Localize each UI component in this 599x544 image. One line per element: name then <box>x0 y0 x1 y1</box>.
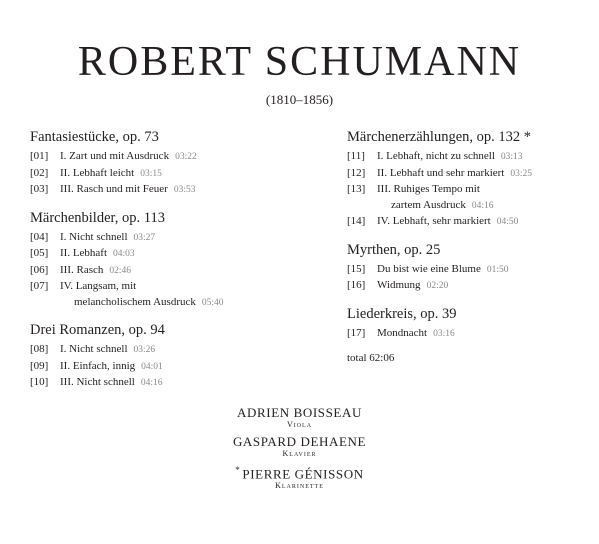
track-title-text: III. Rasch <box>60 263 104 276</box>
track-duration: 04:16 <box>140 378 163 388</box>
performer-name-text: PIERRE GÉNISSON <box>242 466 364 482</box>
track-number: [10] <box>30 376 49 388</box>
track-row <box>30 342 300 359</box>
track-number: [05] <box>30 247 49 259</box>
work-block <box>30 128 300 199</box>
performer-name-text: ADRIEN BOISSEAU <box>237 405 362 420</box>
track-row <box>347 278 592 295</box>
track-number: [14] <box>347 215 366 227</box>
track-row <box>347 326 592 343</box>
track-number: [11] <box>347 150 365 162</box>
track-title-text: I. Nicht schnell <box>60 343 128 355</box>
performer-credits <box>0 405 599 495</box>
track-number: [03] <box>30 183 49 195</box>
track-title <box>60 342 155 359</box>
track-number: [12] <box>347 166 366 179</box>
track-title-text: I. Zart und mit Ausdruck <box>60 150 170 162</box>
track-number: [06] <box>30 263 49 276</box>
track-title-continuation: zartem Ausdruck 04:16 <box>391 198 494 211</box>
track-title <box>60 359 163 376</box>
work-block <box>30 209 300 312</box>
track-row <box>30 246 300 263</box>
track-number: [07] <box>30 280 49 292</box>
track-title <box>377 149 523 166</box>
work-block <box>347 241 592 295</box>
composer-name: ROBERT SCHUMANN <box>77 39 522 85</box>
track-title <box>60 166 162 183</box>
track-title <box>377 182 493 214</box>
track-row <box>347 166 592 183</box>
track-duration: 03:15 <box>140 168 162 179</box>
track-title-text: Du bist wie eine Blume <box>377 262 481 275</box>
track-title-text: IV. Langsam, mit <box>60 280 137 292</box>
track-title-text: III. Rasch und mit Feuer <box>60 183 168 195</box>
work-block <box>347 128 592 231</box>
track-number: [09] <box>30 359 49 372</box>
track-duration: 03:25 <box>510 168 533 179</box>
track-number: [04] <box>30 230 49 243</box>
track-row <box>30 279 300 311</box>
work-title: Myrthen, op. 25 <box>347 241 441 258</box>
track-title <box>60 279 224 311</box>
work-title: Fantasiestücke, op. 73 <box>30 129 159 145</box>
track-title-text: II. Lebhaft und sehr markiert <box>377 166 505 179</box>
track-duration: 04:50 <box>496 217 519 227</box>
track-duration: 03:53 <box>173 185 196 195</box>
track-title <box>60 230 155 247</box>
track-row <box>30 149 300 166</box>
track-duration: 03:16 <box>433 328 455 339</box>
work-title: Liederkreis, op. 39 <box>347 305 457 322</box>
track-title <box>377 262 509 279</box>
track-duration: 03:13 <box>500 152 523 162</box>
track-duration: 02:46 <box>109 265 132 276</box>
total-duration: total 62:06 <box>347 352 395 364</box>
track-duration: 04:03 <box>113 249 135 259</box>
track-duration: 02:20 <box>426 281 449 291</box>
track-row <box>30 166 300 183</box>
work-title: Drei Romanzen, op. 94 <box>30 322 165 338</box>
track-number: [13] <box>347 183 366 195</box>
track-row <box>30 182 300 199</box>
track-title <box>377 278 448 295</box>
track-title-text: Mondnacht <box>377 326 428 339</box>
track-duration: 01:50 <box>486 264 509 275</box>
track-title-text: II. Lebhaft leicht <box>60 166 135 179</box>
track-number: [08] <box>30 343 49 355</box>
track-title <box>60 263 131 280</box>
track-title-text: IV. Lebhaft, sehr markiert <box>377 215 491 227</box>
track-title-text: Widmung <box>377 279 421 291</box>
track-row <box>347 182 592 214</box>
performer-name <box>0 434 599 449</box>
track-title-text: II. Lebhaft <box>60 247 108 259</box>
track-number: [16] <box>347 279 366 291</box>
track-row <box>347 214 592 231</box>
track-row <box>30 359 300 376</box>
track-title <box>60 182 195 199</box>
track-title-text: I. Nicht schnell <box>60 230 128 243</box>
performer-name-text: GASPARD DEHAENE <box>232 434 367 449</box>
track-duration: 03:27 <box>133 232 156 243</box>
track-row <box>30 230 300 247</box>
track-duration: 04:01 <box>141 361 163 372</box>
track-number: [17] <box>347 326 366 339</box>
track-duration: 04:16 <box>471 200 494 211</box>
track-duration: 03:26 <box>133 345 156 355</box>
track-title-text: II. Einfach, innig <box>60 359 136 372</box>
track-number: [01] <box>30 150 49 162</box>
tracklist-right-column <box>347 128 592 364</box>
track-row <box>347 262 592 279</box>
work-title: Märchenerzählungen, op. 132 * <box>347 129 532 145</box>
track-title-continuation: melancholischem Ausdruck 05:40 <box>74 295 224 308</box>
track-number: [02] <box>30 166 49 179</box>
track-number: [15] <box>347 262 366 275</box>
track-title <box>60 246 135 263</box>
track-title <box>377 326 455 343</box>
performer-instrument: Viola <box>286 420 313 429</box>
track-duration: 05:40 <box>201 297 224 308</box>
track-title <box>60 375 162 392</box>
performer-name <box>0 463 599 481</box>
work-block <box>347 305 592 343</box>
tracklist-left-column <box>30 128 300 402</box>
track-title-text: I. Lebhaft, nicht zu schnell <box>377 150 495 162</box>
track-row <box>347 149 592 166</box>
track-title-text: III. Nicht schnell <box>60 376 135 388</box>
performer-instrument: Klarinette <box>275 481 324 491</box>
track-title-text: III. Ruhiges Tempo mit <box>377 183 480 195</box>
track-row <box>30 263 300 280</box>
track-title <box>377 214 518 231</box>
track-title <box>377 166 532 183</box>
track-row <box>30 375 300 392</box>
performer-name <box>0 405 599 420</box>
track-duration: 03:22 <box>175 152 197 162</box>
composer-dates: (1810–1856) <box>265 92 334 107</box>
work-block <box>30 321 300 392</box>
track-title <box>60 149 197 166</box>
work-title: Märchenbilder, op. 113 <box>30 209 165 226</box>
clarinet-asterisk: * <box>235 465 241 475</box>
performer-instrument: Klavier <box>282 449 317 458</box>
